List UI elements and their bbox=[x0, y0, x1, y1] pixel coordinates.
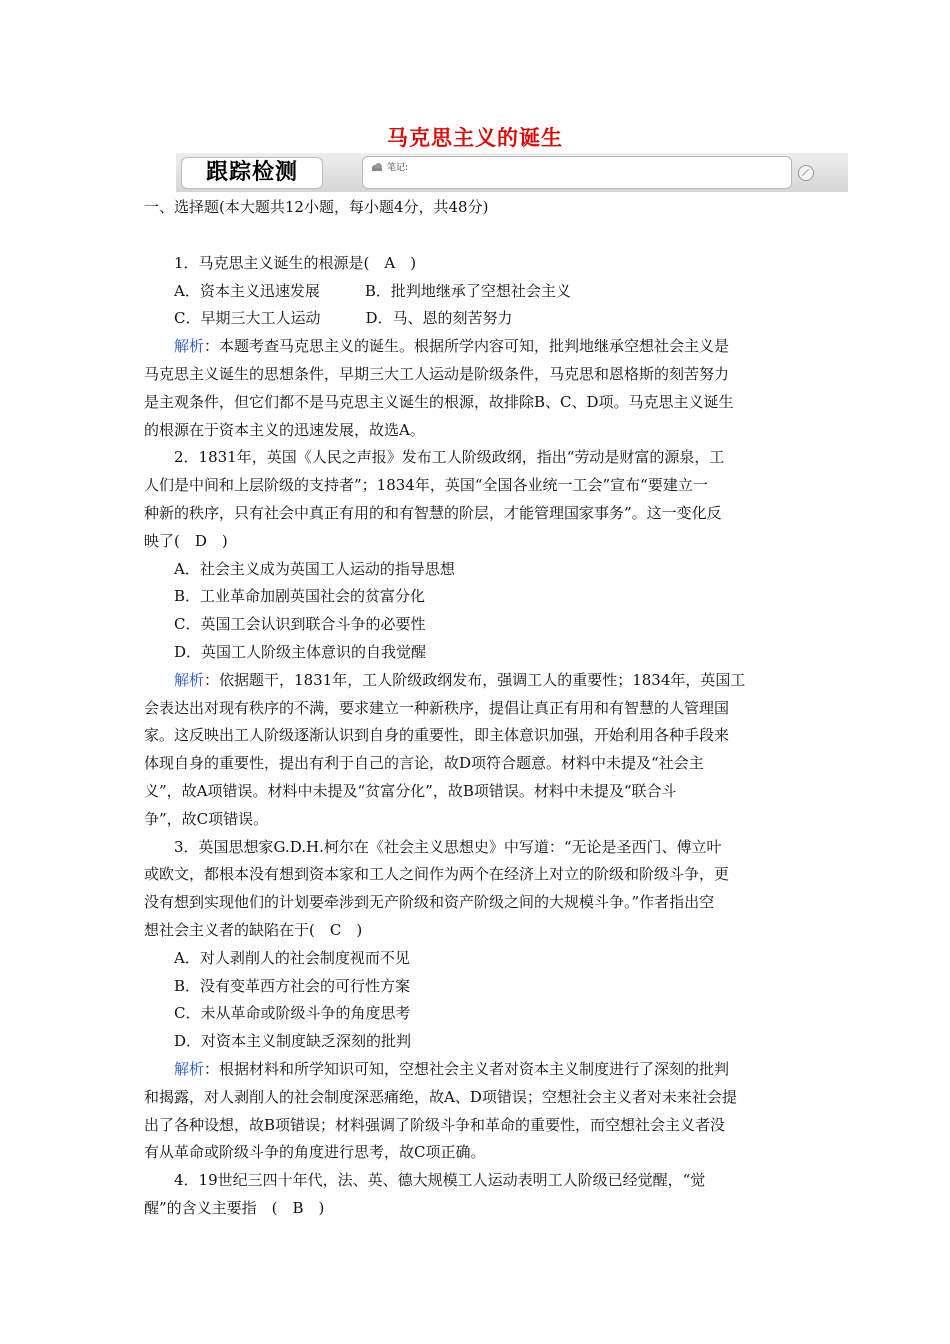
analysis-label: 解析 bbox=[174, 1059, 205, 1078]
analysis-line: 的根源在于资本主义的迅速发展，故选A。 bbox=[144, 420, 425, 439]
option-row: C．英国工会认识到联合斗争的必要性 bbox=[144, 615, 426, 634]
question-stem: 没有想到实现他们的计划要牵涉到无产阶级和资产阶级之间的大规模斗争。”作者指出空 bbox=[144, 893, 715, 912]
question-stem: 醒”的含义主要指 ( B ) bbox=[144, 1198, 325, 1217]
analysis-line: 体现自身的重要性，提出有利于自己的言论，故D项符合题意。材料中未提及“社会主 bbox=[144, 754, 704, 773]
analysis-line bbox=[144, 667, 808, 695]
question-stem: 想社会主义者的缺陷在于( C ) bbox=[144, 920, 363, 939]
question-stem: 1．马克思主义诞生的根源是( A ) bbox=[144, 253, 417, 272]
option-row: C．早期三大工人运动 D．马、恩的刻苦努力 bbox=[144, 309, 513, 328]
note-input[interactable] bbox=[362, 156, 792, 189]
page-title: 马克思主义的诞生 bbox=[387, 125, 563, 150]
analysis-line: 会表达出对现有秩序的不满，要求建立一种新秩序，提倡让真正有用和有智慧的人管理国 bbox=[144, 698, 730, 717]
question-stem: 种新的秩序，只有社会中真正有用的和有智慧的阶层，才能管理国家事务”。这一变化反 bbox=[144, 503, 722, 522]
analysis-line: 是主观条件，但它们都不是马克思主义诞生的根源，故排除B、C、D项。马克思主义诞生 bbox=[144, 392, 734, 411]
analysis-line: 义”，故A项错误。材料中未提及“贫富分化”，故B项错误。材料中未提及“联合斗 bbox=[144, 781, 677, 800]
option-row: A．资本主义迅速发展 B．批判地继承了空想社会主义 bbox=[144, 281, 571, 300]
option-row: A．对人剥削人的社会制度视而不见 bbox=[144, 948, 410, 967]
analysis-line: 家。这反映出工人阶级逐渐认识到自身的重要性，即主体意识加强，开始利用各种手段来 bbox=[144, 726, 730, 745]
note-label: 笔记: bbox=[387, 163, 409, 173]
tracking-banner bbox=[176, 153, 848, 192]
option-row: D．对资本主义制度缺乏深刻的批判 bbox=[144, 1032, 412, 1051]
question-stem: 映了( D ) bbox=[144, 531, 228, 550]
question-stem: 3．英国思想家G.D.H.柯尔在《社会主义思想史》中写道：“无论是圣西门、傅立叶 bbox=[144, 837, 722, 856]
analysis-line: 有从革命或阶级斗争的角度进行思考，故C项正确。 bbox=[144, 1143, 486, 1162]
option-row: B．工业革命加剧英国社会的贫富分化 bbox=[144, 587, 426, 606]
analysis-text: ：本题考查马克思主义的诞生。根据所学内容可知，批判地继承空想社会主义是 bbox=[204, 337, 730, 356]
analysis-line: 马克思主义诞生的思想条件，早期三大工人运动是阶级条件，马克思和恩格斯的刻苦努力 bbox=[144, 364, 730, 383]
option-row: C．未从革命或阶级斗争的角度思考 bbox=[144, 1004, 411, 1023]
analysis-label: 解析 bbox=[174, 337, 205, 356]
question-stem: 4．19世纪三四十年代，法、英、德大规模工人运动表明工人阶级已经觉醒，“觉 bbox=[144, 1171, 706, 1190]
option-row: A．社会主义成为英国工人运动的指导思想 bbox=[144, 559, 455, 578]
analysis-label: 解析 bbox=[174, 670, 205, 689]
section-heading: 一、选择题(本大题共12小题，每小题4分，共48分) bbox=[144, 198, 489, 216]
analysis-line bbox=[144, 333, 808, 361]
option-row: B．没有变革西方社会的可行性方案 bbox=[144, 976, 411, 995]
cloud-icon bbox=[371, 161, 383, 173]
analysis-text: ：根据材料和所学知识可知，空想社会主义者对资本主义制度进行了深刻的批判 bbox=[204, 1059, 730, 1078]
analysis-line: 和揭露，对人剥削人的社会制度深恶痛绝，故A、D项错误；空想社会主义者对未来社会提 bbox=[144, 1087, 737, 1106]
analysis-line: 出了各种设想，故B项错误；材料强调了阶级斗争和革命的重要性，而空想社会主义者没 bbox=[144, 1115, 726, 1134]
analysis-text: ：依据题干，1831年，工人阶级政纲发布，强调工人的重要性；1834年，英国工 bbox=[204, 670, 746, 689]
question-stem: 或欧文，都根本没有想到资本家和工人之间作为两个在经济上对立的阶级和阶级斗争，更 bbox=[144, 865, 730, 884]
banner-label: 跟踪检测 bbox=[182, 158, 322, 188]
close-icon[interactable] bbox=[798, 165, 814, 181]
document-body bbox=[144, 194, 808, 1223]
analysis-line bbox=[144, 1056, 808, 1084]
question-stem: 人们是中间和上层阶级的支持者”；1834年，英国“全国各业统一工会”宣布“要建立一 bbox=[144, 476, 708, 495]
question-stem: 2．1831年，英国《人民之声报》发布工人阶级政纲，指出“劳动是财富的源泉，工 bbox=[144, 448, 725, 467]
analysis-line: 争”，故C项错误。 bbox=[144, 809, 269, 828]
option-row: D．英国工人阶级主体意识的自我觉醒 bbox=[144, 642, 427, 661]
